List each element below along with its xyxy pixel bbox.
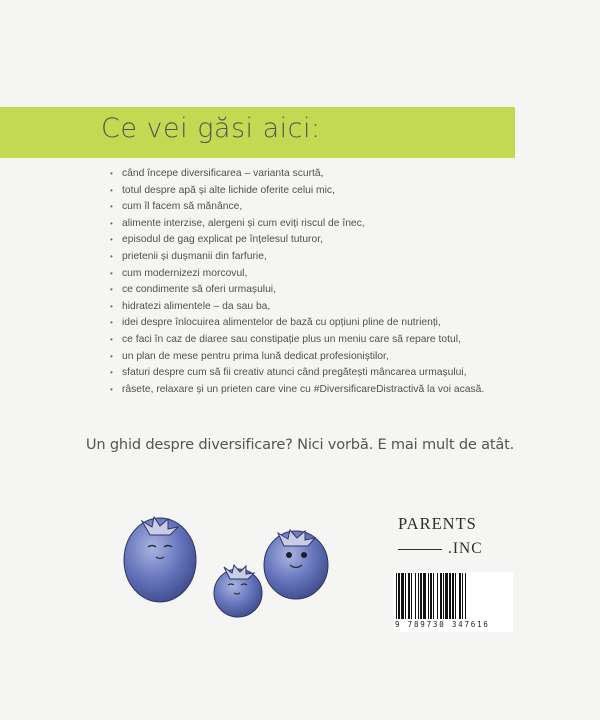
list-item [110, 249, 530, 266]
list-item [110, 166, 530, 183]
bullet-icon: • [110, 268, 113, 278]
tagline: Un ghid despre diversificare? Nici vorbă. E mai mult de atât. [85, 436, 515, 453]
list-item-text: cum îl facem să mănânce, [122, 201, 243, 213]
publisher-rule [398, 549, 442, 550]
contents-list [110, 166, 530, 398]
bullet-icon: • [110, 218, 113, 228]
list-item-text: idei despre înlocuirea alimentelor de bază cu opțiuni pline de nutrienți, [122, 317, 441, 329]
bullet-icon: • [110, 235, 113, 245]
bullet-icon: • [110, 285, 113, 295]
bullet-icon: • [110, 384, 113, 394]
bullet-icon: • [110, 202, 113, 212]
barcode-bars [396, 573, 510, 619]
list-item [110, 216, 530, 233]
list-item-text: sfaturi despre cum să fii creativ atunci când pregătești mâncarea urmașului, [122, 367, 467, 379]
list-item-text: ce condimente să oferi urmașului, [122, 284, 276, 296]
bullet-icon: • [110, 368, 113, 378]
bullet-icon: • [110, 351, 113, 361]
list-item-text: cum modernizezi morcovul, [122, 267, 248, 279]
list-item-text: râsete, relaxare și un prieten care vine cu #DiversificareDistractivă la voi acasă. [122, 383, 485, 395]
bullet-icon: • [110, 251, 113, 261]
list-item-text: prietenii și dușmanii din farfurie, [122, 250, 267, 262]
bullet-icon: • [110, 334, 113, 344]
list-item [110, 232, 530, 249]
isbn-barcode [393, 572, 513, 632]
list-item-text: totul despre apă și alte lichide oferite celui mic, [122, 184, 335, 196]
publisher-suffix-row [398, 540, 498, 558]
list-item-text: ce faci în caz de diaree sau constipație plus un meniu care să repare totul, [122, 333, 461, 345]
publisher-suffix: .INC [448, 540, 483, 557]
list-item [110, 382, 530, 399]
section-banner [0, 107, 515, 158]
publisher-logo [398, 514, 498, 558]
barcode-number: 9 789730 347616 [395, 620, 490, 629]
list-item-text: episodul de gag explicat pe înțelesul tuturor, [122, 234, 323, 246]
list-item [110, 199, 530, 216]
list-item [110, 183, 530, 200]
list-item-text: alimente interzise, alergeni și cum eviți riscul de înec, [122, 217, 365, 229]
bullet-icon: • [110, 318, 113, 328]
list-item [110, 332, 530, 349]
list-item-text: când începe diversificarea – varianta scurtă, [122, 168, 324, 179]
list-item-text: un plan de mese pentru prima lună dedicat profesioniștilor, [122, 350, 389, 362]
list-item [110, 349, 530, 366]
bullet-icon: • [110, 301, 113, 311]
list-item [110, 266, 530, 283]
blueberries-illustration-icon [120, 505, 350, 645]
list-item [110, 315, 530, 332]
publisher-name: PARENTS [398, 514, 477, 533]
list-item [110, 365, 530, 382]
list-item [110, 282, 530, 299]
bullet-icon: • [110, 169, 113, 178]
list-item [110, 299, 530, 316]
bullet-icon: • [110, 185, 113, 195]
list-item-text: hidratezi alimentele – da sau ba, [122, 300, 271, 312]
banner-title: Ce vei găsi aici: [101, 113, 321, 144]
